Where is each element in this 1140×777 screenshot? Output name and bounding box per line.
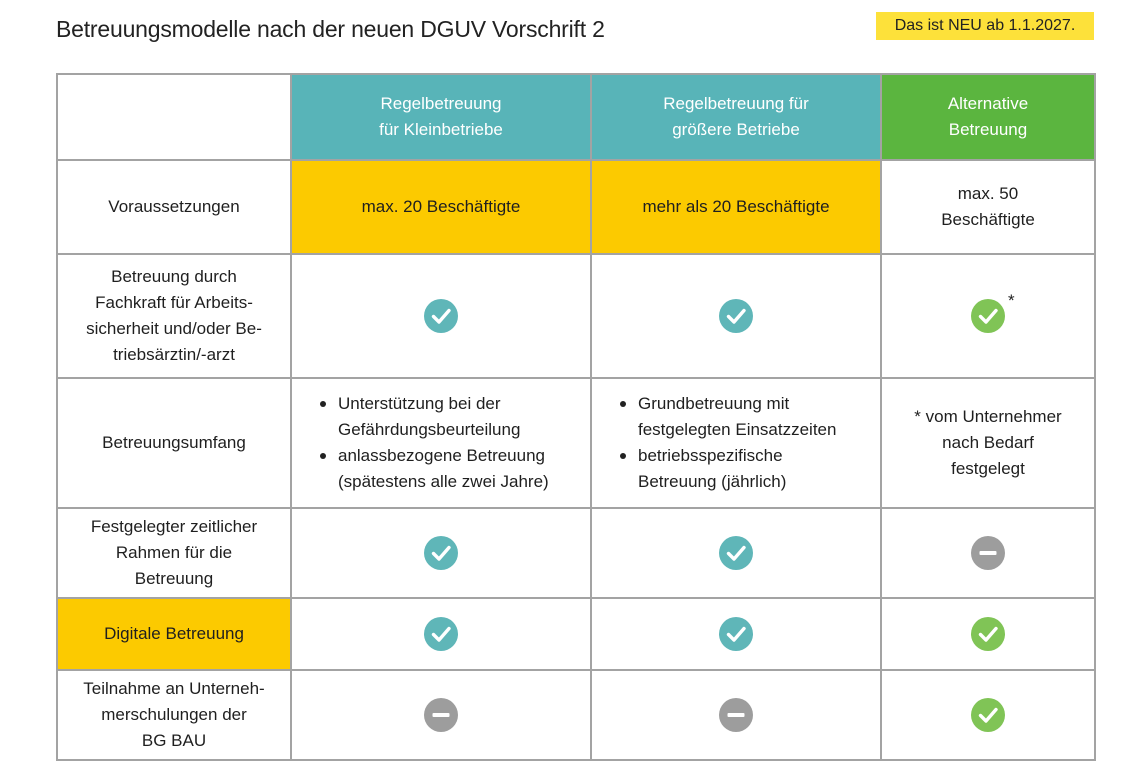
header-alternative: Alternative Betreuung <box>881 74 1095 160</box>
row-label: Digitale Betreuung <box>57 598 291 670</box>
cell-icon <box>881 670 1095 760</box>
new-badge: Das ist NEU ab 1.1.2027. <box>876 12 1094 40</box>
row-label: Festgelegter zeitlicher Rahmen für die Betreuung <box>57 508 291 598</box>
row-label: Betreuungsumfang <box>57 378 291 508</box>
check-icon <box>718 298 754 334</box>
cell-value: * vom Unternehmer nach Bedarf festgelegt <box>881 378 1095 508</box>
cell-list <box>591 378 881 508</box>
cell-icon <box>291 598 591 670</box>
comparison-table <box>56 73 1096 761</box>
check-icon <box>423 616 459 652</box>
check-icon <box>970 697 1006 733</box>
cell-icon <box>291 670 591 760</box>
table-row <box>57 670 1095 760</box>
check-icon <box>718 616 754 652</box>
table-row <box>57 254 1095 378</box>
list-item: Grundbetreuung mit festgelegten Einsatzzeiten <box>620 391 872 443</box>
table-row <box>57 508 1095 598</box>
minus-icon <box>423 697 459 733</box>
cell-icon <box>591 670 881 760</box>
table-row <box>57 378 1095 508</box>
cell-icon <box>881 254 1095 378</box>
table-row <box>57 598 1095 670</box>
cell-icon <box>591 598 881 670</box>
row-label: Teilnahme an Unterneh- merschulungen der BG BAU <box>57 670 291 760</box>
check-icon <box>970 616 1006 652</box>
check-icon <box>423 535 459 571</box>
asterisk-note: * <box>1008 291 1015 310</box>
cell-icon <box>591 508 881 598</box>
cell-icon <box>881 598 1095 670</box>
list-item: Unterstützung bei der Gefährdungsbeurteilung <box>320 391 582 443</box>
cell-value: mehr als 20 Beschäftigte <box>591 160 881 254</box>
corner-cell <box>57 74 291 160</box>
minus-icon <box>718 697 754 733</box>
table-row <box>57 160 1095 254</box>
cell-icon <box>881 508 1095 598</box>
cell-icon <box>591 254 881 378</box>
check-icon <box>423 298 459 334</box>
row-label: Betreuung durch Fachkraft für Arbeits- sicherheit und/oder Be- triebsärztin/-arzt <box>57 254 291 378</box>
list-item: anlassbezogene Betreuung (spätestens alle zwei Jahre) <box>320 443 582 495</box>
list-item: betriebsspezifische Betreuung (jährlich) <box>620 443 872 495</box>
header-regelbetreuung-gross: Regelbetreuung für größere Betriebe <box>591 74 881 160</box>
check-icon <box>718 535 754 571</box>
cell-list <box>291 378 591 508</box>
header-regelbetreuung-klein: Regelbetreuung für Kleinbetriebe <box>291 74 591 160</box>
cell-value: max. 20 Beschäftigte <box>291 160 591 254</box>
cell-icon <box>291 254 591 378</box>
check-icon <box>970 298 1006 334</box>
cell-value: max. 50 Beschäftigte <box>881 160 1095 254</box>
minus-icon <box>970 535 1006 571</box>
header-row <box>57 74 1095 160</box>
row-label: Voraussetzungen <box>57 160 291 254</box>
cell-icon <box>291 508 591 598</box>
page-title: Betreuungsmodelle nach der neuen DGUV Vorschrift 2 <box>56 16 605 42</box>
